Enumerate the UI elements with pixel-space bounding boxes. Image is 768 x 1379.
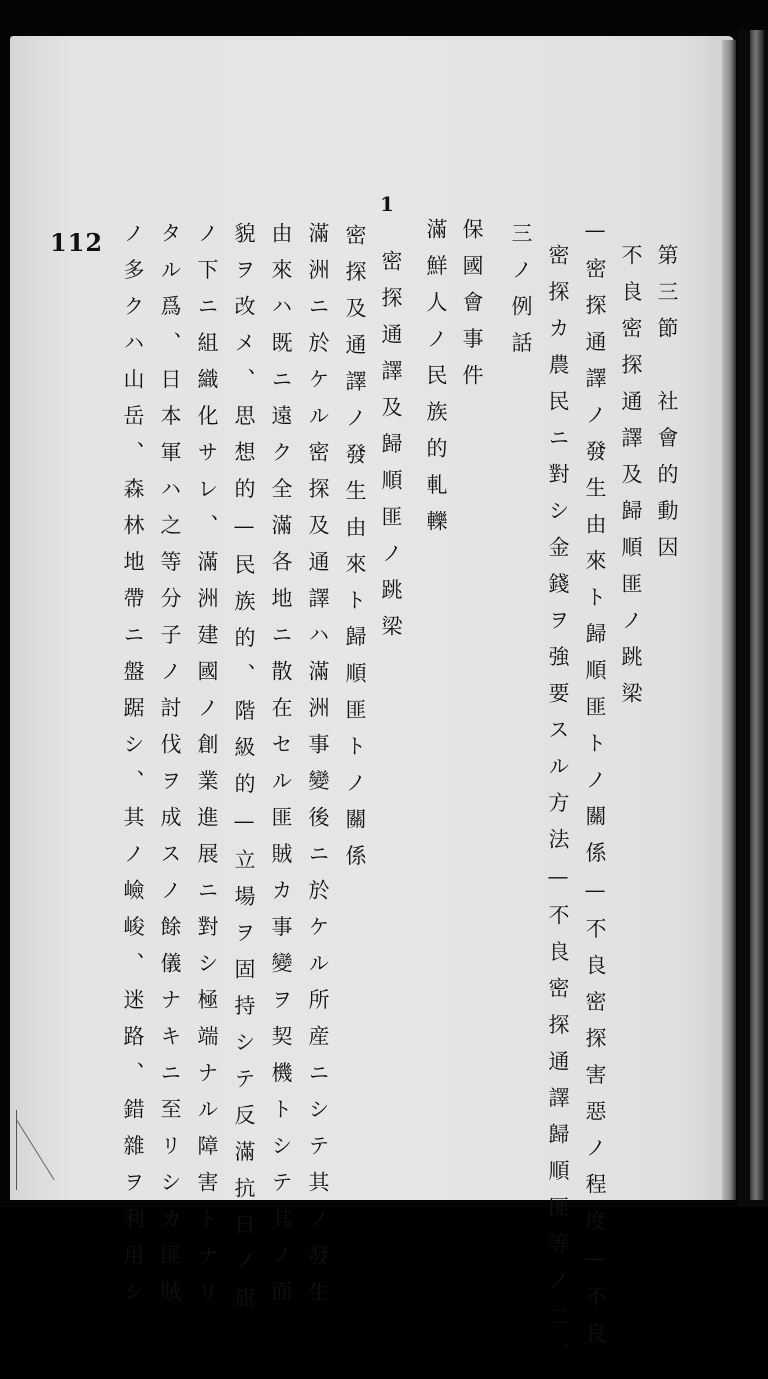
body-line-1: 滿洲ニ於ケル密探及通譯ハ滿洲事變後ニ於ケル所産ニシテ其ノ發生 — [306, 222, 330, 1317]
subsection-heading: 不良密探通譯及歸順匪ノ跳梁 — [619, 244, 643, 719]
summary-line-3: 三ノ例話 — [509, 222, 533, 368]
body-line-6: ノ多クハ山岳、森林地帶ニ盤踞シ、其ノ嶮峻、迷路、錯雜ヲ利用シ — [121, 222, 145, 1317]
body-line-4: ノ下ニ組織化サレ、滿洲建國ノ創業進展ニ對シ極端ナル障害トナリ — [195, 222, 219, 1317]
page-corner-wear — [16, 1110, 97, 1190]
page-number: 112 — [50, 228, 104, 257]
section-heading: 第三節 社會的動因 — [655, 244, 679, 573]
body-line-5: タル爲、日本軍ハ之等分子ノ討伐ヲ成スノ餘儀ナキニ至リシカ匪賊 — [158, 222, 182, 1317]
body-line-3: 貌ヲ改メ、思想的—民族的、階級的—立場ヲ固持シテ反滿抗日ノ旗 — [232, 222, 256, 1323]
sub-item-2: 滿鮮人ノ民族的軋轢 — [424, 218, 448, 547]
item-subtitle: 密探及通譯ノ發生由來ト歸順匪トノ關係 — [343, 224, 367, 881]
page-spine-shadow — [722, 40, 736, 1200]
summary-line-2: 密探カ農民ニ對シ金錢ヲ強要スル方法—不良密探通譯歸順匪等ノ二、 — [546, 244, 570, 1379]
body-line-2: 由來ハ既ニ遠ク全滿各地ニ散在セル匪賊カ事變ヲ契機トシテ其ノ面 — [269, 222, 293, 1317]
next-page-sliver — [750, 30, 764, 1200]
sub-item-1: 保國會事件 — [460, 218, 484, 401]
item-number: 1 — [380, 192, 394, 216]
item-title: 密探通譯及歸順匪ノ跳梁 — [379, 250, 403, 652]
summary-line-1: —密探通譯ノ發生由來ト歸順匪トノ關係—不良密探害惡ノ程度—不良 — [583, 218, 607, 1359]
book-edge — [738, 30, 768, 1207]
